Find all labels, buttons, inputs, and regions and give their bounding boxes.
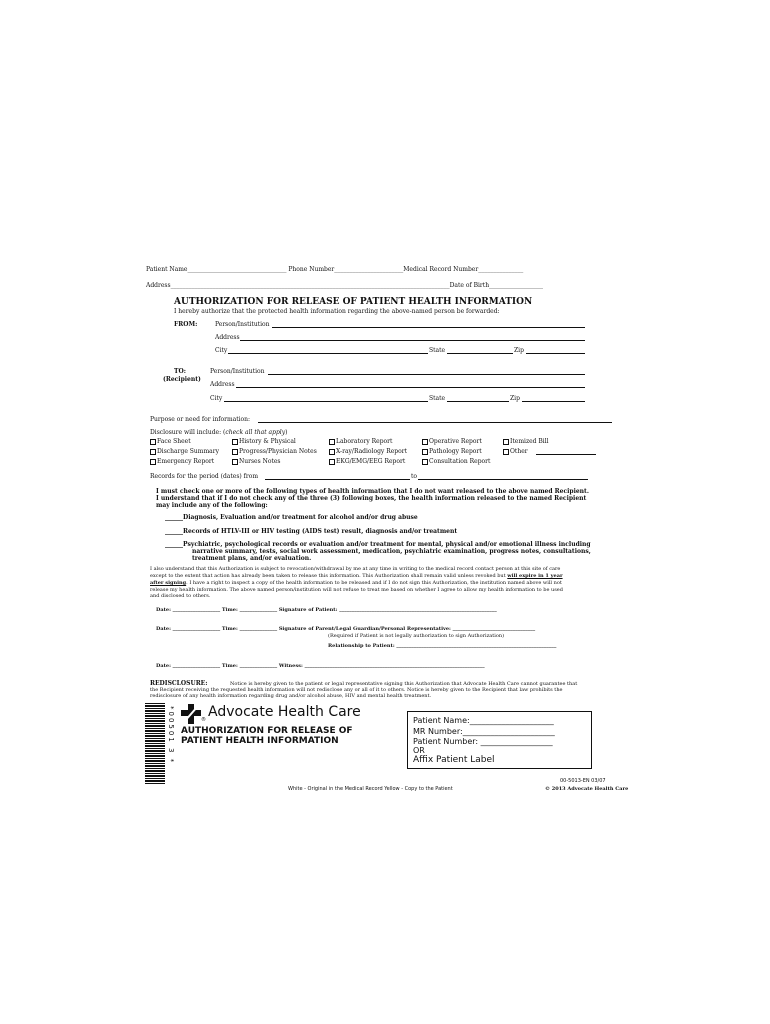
exclusion-psychiatric-2: narrative summary, tests, social work assessment, medication, psychiatric examination, progress notes, consultations, [192,548,591,555]
from-address-label: Address [215,334,240,341]
form-code: 00-5013-EN 03/07 [560,778,606,784]
checkbox-history-physical[interactable]: History & Physical [232,438,296,445]
checkbox-other[interactable]: Other [503,448,528,455]
exclusions-intro-1: I must check one or more of the following types of health information that I do not want released to the above named Recipient. [156,488,589,495]
records-period-label: Records for the period (dates) from [150,473,259,480]
from-person-label: Person/Institution [215,321,270,328]
checkbox-emergency-report[interactable]: Emergency Report [150,458,214,465]
revocation-line-3: after signing. I have a right to inspect a copy of the health information to be released and if I do not sign this Authorization, the institution named above will not [150,580,562,586]
to-city-field[interactable] [224,401,428,402]
signature-patient-row[interactable]: Date: ___________________ Time: _______________ Signature of Patient: _______________________________________________________________ [156,607,497,613]
registered-mark-icon: ® [201,717,206,723]
from-address-field[interactable] [240,340,585,341]
checkbox-operative-report[interactable]: Operative Report [422,438,482,445]
barcode-number: *00501 3 * [167,706,175,765]
signature-guardian-row[interactable]: Date: ___________________ Time: _______________ Signature of Parent/Legal Guardian/Personal Representative: _________________________________ [156,626,536,632]
exclusion-psychiatric-3: treatment plans, and/or evaluation. [192,555,312,562]
from-city-field[interactable] [228,353,428,354]
to-zip-field[interactable] [522,401,585,402]
records-to-label: to [411,473,418,480]
guardian-note: (Required if Patient is not legally authorization to sign Authorization) [328,633,505,639]
label-mr-number[interactable]: MR Number:_______________________ [413,727,555,736]
to-city-label: City [210,395,223,402]
to-label: TO: [174,368,186,375]
redisclosure-line-2: the Recipient receiving the requested health information will not redisclose any or all of it to others. Notice is hereby given to the Recipient that law prohibits the [150,687,563,693]
to-state-label: State [429,395,446,402]
to-address-field[interactable] [236,387,585,388]
to-zip-label: Zip [510,395,520,402]
to-address-label: Address [210,381,235,388]
from-state-field[interactable] [447,353,513,354]
records-to-field[interactable] [418,479,588,480]
checkbox-xray-report[interactable]: X-ray/Radiology Report [329,448,407,455]
label-affix: Affix Patient Label [413,755,495,765]
redisclosure-line-1: Notice is hereby given to the patient or legal representative signing this Authorization that Advocate Health Care cannot guarantee that [230,681,578,687]
checkbox-face-sheet[interactable]: Face Sheet [150,438,191,445]
copy-distribution: White - Original in the Medical Record Yellow - Copy to the Patient [288,786,453,792]
intro-text: I hereby authorize that the protected health information regarding the above-named person be forwarded: [174,308,500,315]
purpose-field[interactable] [258,422,612,423]
from-city-label: City [215,347,228,354]
copyright: © 2013 Advocate Health Care [545,786,629,792]
recipient-label: (Recipient) [163,376,201,383]
to-state-field[interactable] [447,401,509,402]
footer-form-title-2: PATIENT HEALTH INFORMATION [181,736,339,746]
checkbox-consultation-report[interactable]: Consultation Report [422,458,490,465]
exclusions-intro-2: I understand that if I do not check any of the three (3) following boxes, the health information released to the named Recipient [156,495,587,502]
advocate-cross-logo-icon [180,703,202,725]
to-person-label: Person/Institution [210,368,265,375]
label-or: OR [413,746,425,755]
exclusion-alcohol-drug[interactable]: ______Diagnosis, Evaluation and/or treatment for alcohol and/or drug abuse [165,514,418,521]
checkbox-laboratory-report[interactable]: Laboratory Report [329,438,392,445]
from-zip-field[interactable] [526,353,585,354]
redisclosure-label: REDISCLOSURE: [150,680,208,687]
checkbox-itemized-bill[interactable]: Itemized Bill [503,438,549,445]
checkbox-pathology-report[interactable]: Pathology Report [422,448,482,455]
exclusion-psychiatric[interactable]: ______Psychiatric, psychological records or evaluation and/or treatment for mental, physical and/or emotional illness including [165,541,591,548]
relationship-field[interactable]: Relationship to Patient: ________________________________________________________________ [328,643,557,649]
exclusions-intro-3: may include any of the following: [156,502,268,509]
checkbox-progress-notes[interactable]: Progress/Physician Notes [232,448,317,455]
brand-name: Advocate Health Care [208,704,361,720]
checkbox-discharge-summary[interactable]: Discharge Summary [150,448,219,455]
redisclosure-line-3: redisclosure of any health information regarding drug and/or alcohol abuse, HIV and mental health treatment. [150,693,432,699]
revocation-line-5: and disclosed to others. [150,593,211,599]
records-from-field[interactable] [265,479,410,480]
label-patient-number[interactable]: Patient Number: __________________ [413,737,553,746]
from-state-label: State [429,347,446,354]
patient-info-line[interactable]: Patient Name_________________________________ Phone Number_______________________Medical Record Number_______________ [146,266,524,273]
footer-form-title-1: AUTHORIZATION FOR RELEASE OF [181,726,353,736]
address-line[interactable]: Address_____________________________________________________________________________________________Date of Birth__________________ [146,282,544,289]
exclusion-hiv-testing[interactable]: ______Records of HTLV-III or HIV testing (AIDS test) result, diagnosis and/or treatment [165,528,458,535]
to-person-field[interactable] [268,374,585,375]
form-title: AUTHORIZATION FOR RELEASE OF PATIENT HEALTH INFORMATION [174,297,533,307]
revocation-line-4: release my health information. The above named person/institution will not refuse to treat me based on whether I agree to allow my health information to be used [150,587,563,593]
other-field[interactable] [536,454,596,455]
disclosure-label: Disclosure will include: (check all that apply) [150,429,288,436]
signature-witness-row[interactable]: Date: ___________________ Time: _______________ Witness: ________________________________________________________________________ [156,663,485,669]
from-label: FROM: [174,321,198,328]
from-person-field[interactable] [272,327,585,328]
label-patient-name[interactable]: Patient Name:_____________________ [413,716,554,725]
from-zip-label: Zip [514,347,524,354]
revocation-line-1: I also understand that this Authorization is subject to revocation/withdrawal by me at any time in writing to the medical record contact person at this site of care [150,566,561,572]
purpose-label: Purpose or need for information: [150,416,251,423]
revocation-line-2: except to the extent that action has already been taken to release this information. This Authorization shall remain valid unless revoked but will expire in 1 year [150,573,563,579]
checkbox-nurses-notes[interactable]: Nurses Notes [232,458,281,465]
checkbox-ekg-report[interactable]: EKG/EMG/EEG Report [329,458,405,465]
barcode [145,703,165,785]
